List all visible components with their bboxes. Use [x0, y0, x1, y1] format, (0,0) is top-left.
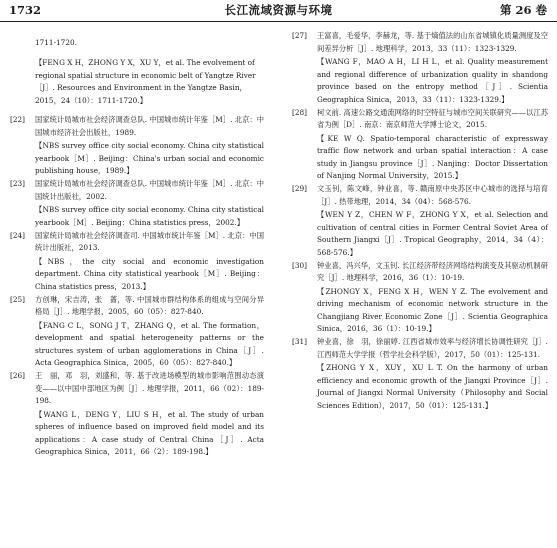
reference-cn: 文玉钊，陈文峰，钟业喜，等. 赣南原中央苏区中心城市的选择与培育［J］. 热带地理，2014，34（04）：568-576.	[317, 184, 548, 206]
right-column	[292, 30, 548, 412]
reference-en: 【KE W Q. Spatio-temporal characteristic of expressway traffic flow network and urban spatial interaction：A case study in Jiangsu province［J］. Nanjing：Doctor Dissertation of Nanjing Normal University，2015.】	[317, 133, 548, 180]
reference-en: 【NBS survey office city social economy. China city statistical yearbook［M］. Beijing：China's urban social and economic publishing house，1989.】	[35, 141, 264, 176]
journal-title: 长江流域资源与环境	[224, 3, 333, 17]
reference-en: 【NBS，the city social and economic investigation department. China city statistical yearbook［M］. Beijing：China statistics press，2013.】	[35, 256, 264, 291]
reference-number: [31]	[292, 337, 307, 346]
volume-label: 第 26 卷	[499, 3, 547, 17]
reference-en: 【ZHONGY X，FENG X H，WEN Y Z. The evolvement and driving mechanism of economic network structure in the Changjiang River Economic Zone［J］. Scientia Geographica Sinica，2016，36（1）：10-19.】	[317, 286, 548, 333]
reference-en: 【ZHONG Y X，XUY，XU L T. On the harmony of urban efficiency and economic growth of the Jiangxi Province［J］. Journal of Jiangxi Normal University（Philosophy and Social Sciences Edition），2017，50（01）：125-131.】	[317, 363, 548, 410]
reference-cn: 国家统计局城市社会经济调查总队. 中国城市统计年鉴［M］. 北京：中国城市经济社会出版社，1989.	[35, 115, 264, 137]
reference-number: [23]	[10, 179, 25, 189]
reference-30	[292, 260, 548, 336]
reference-en: 【WEN Y Z，CHEN W F，ZHONG Y X，et al. Selection and cultivation of central cities in Former Central Soviet Area of Southern Jiangxi［J］. Tropical Geography，2014，34（4）：568-576.】	[317, 210, 548, 257]
page-number: 1732	[9, 3, 42, 17]
reference-en: 【WANG L，DENG Y，LIU S H，et al. The study of urban spheres of influence based on improved field model and its applications：A case study of Central China［J］. Acta Geographica Sinica，2011，66（2）：189-198.】	[35, 409, 264, 457]
reference-cn: 国家统计局城市社会经济调查总队. 中国城市统计年鉴［M］. 北京：中国统计出版社，2002.	[35, 179, 264, 201]
reference-cn: 王 丽，邓 羽，刘盛和，等. 基于改进场模型的城市影响范围动态演变——以中国中部地区为例［J］. 地理学报，2011，66（02）：189-198.	[35, 371, 264, 406]
reference-number: [24]	[10, 230, 25, 240]
reference-27	[292, 30, 548, 106]
reference-cn: 钟业喜，徐 羽，徐丽婷. 江西省城市效率与经济增长协调性研究［J］. 江西师范大学学报（哲学社会科学版），2017，50（01）：125-131.	[317, 337, 548, 359]
reference-number: [26]	[10, 371, 25, 381]
reference-en: 【WANG F，MAO A H，LI H L，et al. Quality measurement and regional difference of urbanization quality in shandong province based on the entropy method［J］. Scientia Geographica Sinica，2013，33（11）：1323-1329.】	[317, 57, 548, 104]
reference-31	[292, 336, 548, 412]
reference-cn: 柯文前. 高速公路交通流网络的时空特征与城市空间关联研究——以江苏省为例［D］. 南京：南京师范大学博士论文，2015.	[317, 107, 548, 129]
reference-en: 【NBS survey office city social economy. China city statistical yearbook［M］. Beijing：China statistics press，2002.】	[35, 205, 264, 227]
page-header	[0, 0, 557, 22]
reference-en: 【FENG X H，ZHONG Y X，XU Y，et al. The evolvement of regional spatial structure in economic belt of Yangtze River［J］. Resources and Environment in the Yangtze Basin，2015，24（10）：1711-1720.】	[35, 58, 256, 105]
reference-continuation	[10, 37, 264, 107]
reference-number: [29]	[292, 184, 307, 193]
reference-24	[10, 230, 264, 294]
reference-number: [28]	[292, 107, 307, 117]
reference-22	[10, 114, 264, 178]
reference-cn: 国家统计局城市社会经济调查司. 中国城市统计年鉴［M］. 北京：中国统计出版社，2013.	[35, 230, 264, 253]
reference-cn: 钟业喜，冯兴华，文玉钊. 长江经济带经济网络结构演变及其驱动机制研究［J］. 地理科学，2016，36（1）：10-19.	[317, 260, 548, 282]
reference-28	[292, 107, 548, 183]
reference-number: [25]	[10, 294, 25, 304]
reference-23	[10, 178, 264, 229]
reference-26	[10, 370, 264, 459]
reference-29	[292, 183, 548, 259]
left-column	[10, 30, 264, 459]
reference-cn: 方创琳，宋吉涛，张 蔷，等. 中国城市群结构体系的组成与空间分异格局［J］. 地理学报，2005，60（05）：827-840.	[35, 294, 264, 317]
reference-cn: 1711-1720.	[35, 38, 77, 48]
reference-25	[10, 294, 264, 370]
reference-en: 【FANG C L，SONG J T，ZHANG Q，et al. The formation，development and spatial heterogeneity patterns or the structures system of urban agglomerations in China［J］. Acta Geographica Sinica，2005，60（05）：827-840.】	[35, 320, 264, 368]
reference-number: [27]	[292, 31, 307, 40]
reference-number: [22]	[10, 115, 25, 125]
reference-number: [30]	[292, 260, 307, 270]
reference-cn: 王富喜，毛爱华，李赫龙，等. 基于熵值法的山东省城镇化质量测度及空间差异分析［J］. 地理科学，2013，33（11）：1323-1329.	[317, 31, 548, 53]
